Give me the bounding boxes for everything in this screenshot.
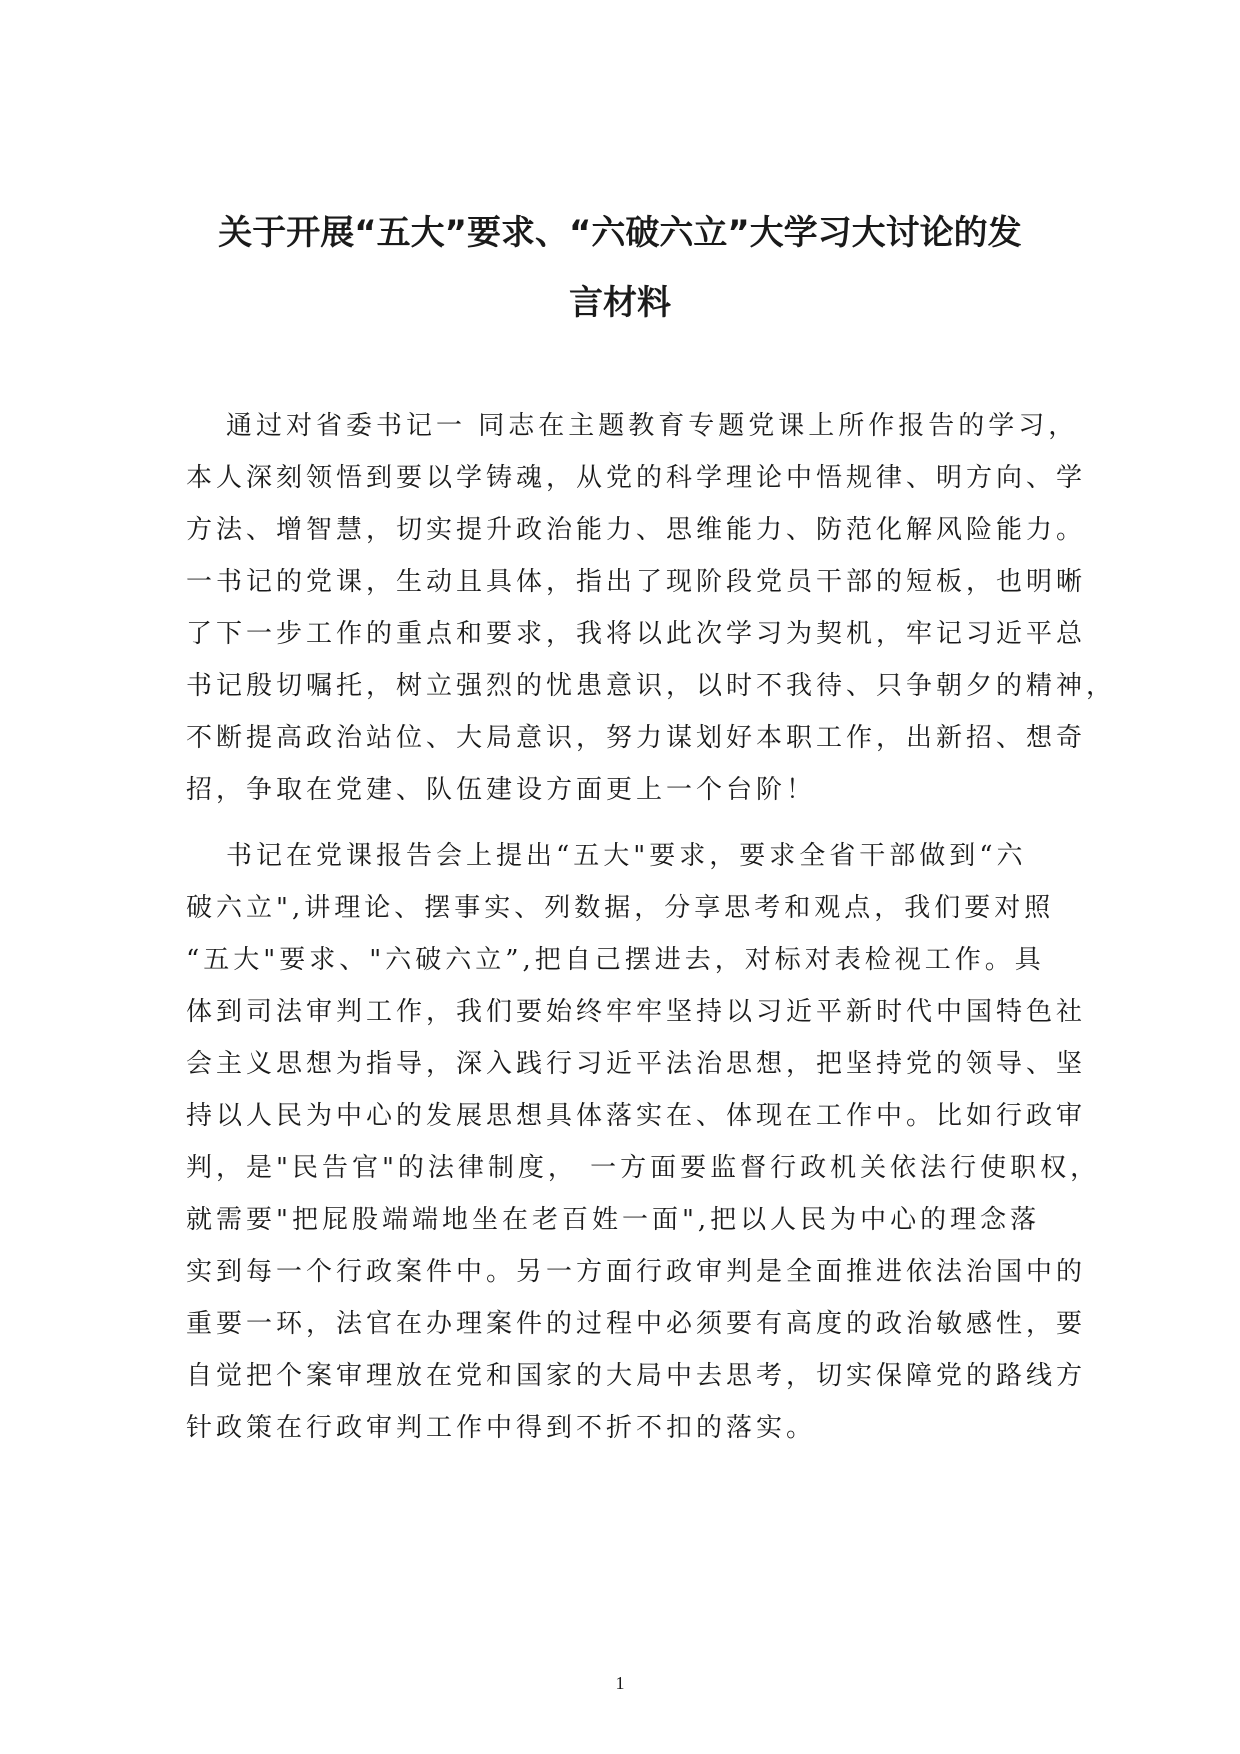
paragraph-line: 破六立",讲理论、摆事实、列数据，分享思考和观点，我们要对照 [186,893,1055,923]
paragraph-line: 持以人民为中心的发展思想具体落实在、体现在工作中。比如行政审 [186,1101,1087,1131]
paragraph-line: 本人深刻领悟到要以学铸魂，从党的科学理论中悟规律、明方向、学 [186,463,1087,493]
title-line-2: 言材料 [569,283,671,323]
document-body [186,400,1117,1468]
paragraph-line: 不断提高政治站位、大局意识，努力谋划好本职工作，出新招、想奇 [186,723,1087,753]
paragraph-line: “五大"要求、"六破六立”,把自己摆进去，对标对表检视工作。具 [186,945,1045,975]
paragraph-line: 通过对省委书记一 同志在主题教育专题党课上所作报告的学习， [226,411,1079,441]
paragraph-line: 招，争取在党建、队伍建设方面更上一个台阶！ [186,775,817,805]
title-line-1: 关于开展“五大”要求、“六破六立”大学习大讨论的发 [218,213,1022,253]
paragraph-line: 针政策在行政审判工作中得到不折不扣的落实。 [186,1413,817,1443]
paragraph-line: 实到每一个行政案件中。另一方面行政审判是全面推进依法治国中的 [186,1257,1087,1287]
paragraph-line: 一书记的党课，生动且具体，指出了现阶段党员干部的短板，也明晰 [186,567,1087,597]
paragraph-line: 就需要"把屁股端端地坐在老百姓一面",把以人民为中心的理念落 [186,1205,1041,1235]
paragraph-2 [186,830,1101,1454]
paragraph-line: 书记殷切嘱托，树立强烈的忧患意识，以时不我待、只争朝夕的精神， [186,671,1117,701]
paragraph-line: 体到司法审判工作，我们要始终牢牢坚持以习近平新时代中国特色社 [186,997,1087,1027]
paragraph-line: 会主义思想为指导，深入践行习近平法治思想，把坚持党的领导、坚 [186,1049,1087,1079]
document-title [180,198,1060,338]
paragraph-1 [186,400,1117,816]
paragraph-line: 书记在党课报告会上提出“五大"要求，要求全省干部做到“六 [226,841,1027,871]
paragraph-line: 自觉把个案审理放在党和国家的大局中去思考，切实保障党的路线方 [186,1361,1087,1391]
paragraph-line: 方法、增智慧，切实提升政治能力、思维能力、防范化解风险能力。 [186,515,1087,545]
paragraph-line: 判，是"民告官"的法律制度， 一方面要监督行政机关依法行使职权， [186,1153,1101,1183]
page-number: 1 [615,1673,625,1693]
paragraph-line: 重要一环，法官在办理案件的过程中必须要有高度的政治敏感性，要 [186,1309,1087,1339]
paragraph-line: 了下一步工作的重点和要求，我将以此次学习为契机，牢记习近平总 [186,619,1087,649]
